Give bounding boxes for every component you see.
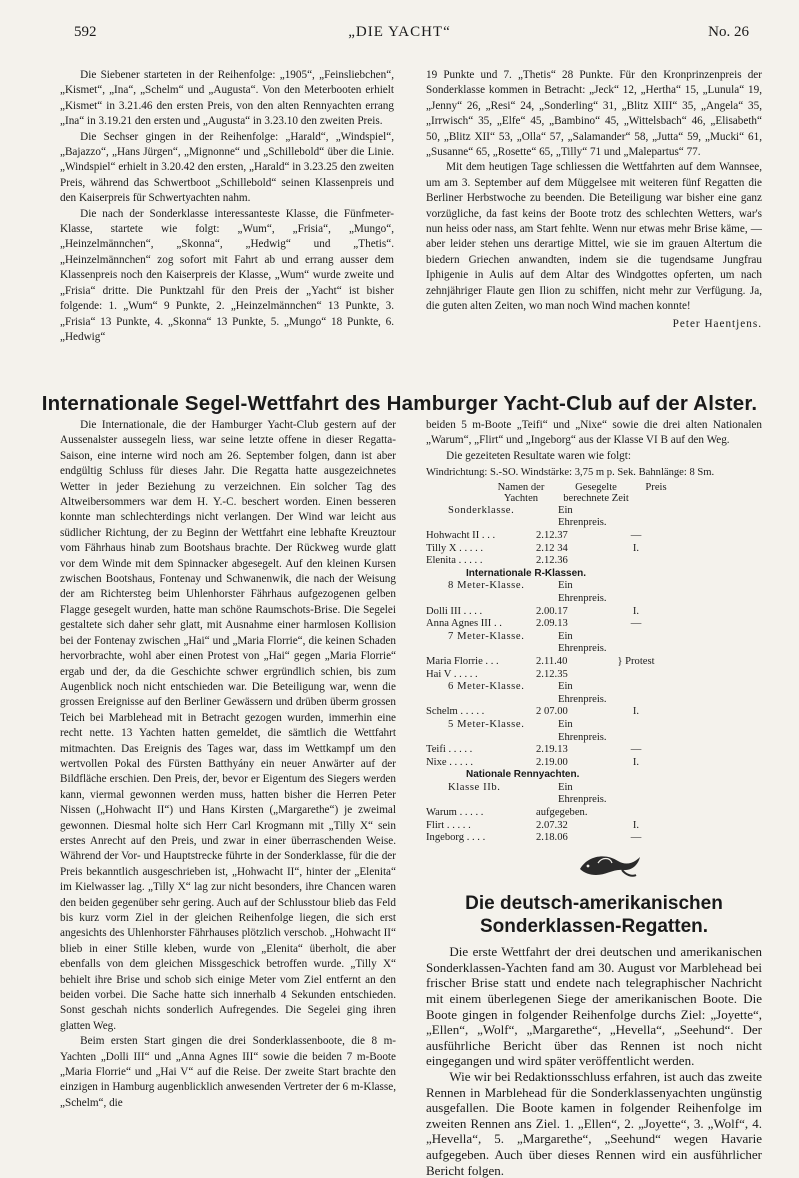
bottom-right-column: [426, 418, 762, 1178]
subarticle-title-line-1: Die deutsch-amerikanischen: [465, 893, 723, 915]
col-names-header: Namen der Yachten: [497, 481, 545, 505]
yacht-time: aufgegeben.: [536, 807, 588, 819]
paragraph: Die nach der Sonderklasse interessanteste Klasse, die Fünfmeter-Klasse, startete wie folgt: „Wum“, „Frisia“, „Mungo“, „Heinzelmännchen“, „Skonna“, „Hedwig“ und „Thetis“. „Heinzelmännchen“ zog sofort mit Fahrt ab und errang ausser dem Klassenpreis noch den Kaiserpreis der Klasse, „Wum“ wurde zweite und „Frisia“ dritte. Die Punktzahl für den Preis der „Yacht“ ist bisher folgende: 1. „Wum“ 9 Punkte, 2. „Heinzelmännchen“ 13 Punkte, 3. „Frisia“ 13 Punkte, 4. „Skonna“ 13 Punkte, 5. „Mungo“ 18 Punkte, 6. „Hedwig“: [60, 207, 394, 343]
yacht-name: Teifi . . . . .: [426, 744, 473, 756]
yacht-time: 2.12 34: [536, 542, 568, 554]
result-section-heading: [426, 769, 762, 782]
yacht-time: 2.07.32: [536, 819, 568, 831]
section-label: Internationale R-Klassen.: [466, 567, 587, 579]
results-table: [426, 467, 762, 845]
result-row: [426, 807, 762, 820]
yacht-prize: [596, 669, 676, 682]
yacht-prize: I.: [632, 819, 640, 831]
paragraph: Die Sechser gingen in der Reihenfolge: „Harald“, „Windspiel“, „Bajazzo“, „Hans Jürgen“, „Mignonne“ und „Schillebold“ über die Linie. „Windspiel“ erhielt in 3.20.42 den ersten, „Harald“ in 3.23.25 den zweiten Preis, während das Schwertboot „Schillebold“ seinen Klassenpreis und den Kaiserpreis für Schwertyachten nahm.: [60, 130, 394, 205]
result-row: [426, 757, 762, 770]
result-row: [426, 618, 762, 631]
yacht-prize: —: [630, 530, 642, 541]
result-class-heading: [426, 631, 762, 656]
paragraph: Beim ersten Start gingen die drei Sonderklassenboote, die 8 m-Yachten „Dolli III“ und „Anna Agnes III“ sowie die beiden 7 m-Boote „Maria Florrie“ und „Hai V“ auf die Reise. Der zweite Start brachte den einzigen in Hamburg augenblicklich anwesenden Vertreter der 6 m-Klasse, „Schelm“, die: [60, 1035, 396, 1109]
author-signature: Peter Haentjens.: [672, 317, 762, 330]
yacht-name: Hohwacht II . . .: [426, 530, 496, 541]
page-number: 592: [74, 24, 97, 40]
journal-title: „DIE YACHT“: [348, 24, 451, 40]
result-row: [426, 744, 762, 757]
col-prize-header: Preis: [645, 481, 667, 493]
yacht-prize: I.: [632, 706, 640, 718]
class-prize-note: Ein Ehrenpreis.: [558, 580, 607, 604]
bottom-left-column: [60, 418, 396, 1111]
subarticle-body: [426, 944, 762, 1178]
yacht-prize: —: [630, 618, 642, 630]
yacht-name: Flirt . . . . .: [426, 819, 471, 831]
yacht-prize: —: [630, 832, 642, 844]
paragraph: beiden 5 m-Boote „Teifi“ und „Nixe“ sowie die drei alten Nationalen „Warum“, „Flirt“ und „Ingeborg“ aus der Klasse VI B auf den Weg.: [426, 419, 762, 447]
result-row: [426, 656, 762, 669]
result-row: [426, 706, 762, 719]
top-right-column: [426, 68, 762, 332]
yacht-prize: I.: [632, 756, 640, 768]
class-prize-note: Ein Ehrenpreis.: [558, 630, 607, 655]
yacht-time: 2.12.36: [536, 555, 568, 567]
yacht-name: Anna Agnes III . .: [426, 618, 502, 630]
yacht-time: 2.19.13: [536, 744, 568, 756]
results-intro: Die gezeiteten Resultate waren wie folgt:: [446, 449, 631, 462]
paragraph: Wie wir bei Redaktionsschluss erfahren, ist auch das zweite Rennen in Marblehead für die Sonderklassenyachten ungünstig ausgefallen. Die Boote kamen in folgender Reihenfolge im zweiten Rennen ans Ziel. 1. „Ellen“, 2. „Joyette“, 3. „Wolf“, 4. „Hevella“, 5. „Margarethe“, „Seehund“ wegen Havarie aufgegeben. Auch über dieses Rennen wird ein ausführlicher Bericht folgen.: [426, 1069, 762, 1178]
yacht-name: Warum . . . . .: [426, 807, 484, 819]
article-title: Internationale Segel-Wettfahrt des Hamburger Yacht-Club auf der Alster.: [41, 392, 758, 415]
yacht-time: 2.12.37: [536, 530, 568, 541]
col-time-header: Gesegelte berechnete Zeit: [563, 481, 629, 505]
yacht-time: 2.19.00: [536, 756, 568, 768]
class-label: 8 Meter-Klasse.: [448, 580, 525, 592]
result-row: [426, 606, 762, 619]
yacht-prize: I.: [632, 542, 640, 554]
yacht-time: 2.11.40: [536, 655, 568, 667]
dolphin-ornament-icon: [576, 851, 646, 879]
yacht-prize: [596, 807, 676, 820]
paragraph: Die erste Wettfahrt der drei deutschen und amerikanischen Sonderklassen-Yachten fand am 30. August vor Marblehead bei frischer Brise statt und endete nach telegraphischer Nachricht mit einem überlegenen Siege der amerikanischen Boote. Die Boote gingen in folgender Reihenfolge durchs Ziel: „Joyette“, „Ellen“, „Wolf“, „Margarethe“, „Hevella“, „Seehund“. Der ausführliche Bericht über das Rennen ist noch nicht eingegangen und wird später veröffentlicht werden.: [426, 944, 762, 1069]
paragraph: Die Siebener starteten in der Reihenfolge: „1905“, „Feinsliebchen“, „Kismet“, „Ina“, „Schelm“ und „Augusta“. Von den Meterbooten erhielt „Kismet“ in 3.21.46 den ersten Preis, von den alten Rennyachten errang „Ina“ in 3.19.21 den ersten und „Augusta“ in 3.23.10 den zweiten Preis.: [60, 69, 394, 128]
section-label: Nationale Rennyachten.: [466, 769, 580, 781]
yacht-time: 2.12.35: [536, 668, 568, 680]
yacht-time: 2.09.13: [536, 618, 568, 630]
top-left-column: [60, 68, 394, 345]
yacht-name: Dolli III . . . .: [426, 605, 483, 617]
subarticle-title: [426, 892, 762, 938]
yacht-name: Tilly X . . . . .: [426, 542, 484, 554]
race-conditions: Windrichtung: S.-SO. Windstärke: 3,75 m p. Sek. Bahnlänge: 8 Sm.: [426, 467, 715, 479]
issue-number: No. 26: [708, 24, 749, 40]
result-class-heading: [426, 505, 762, 530]
result-row: [426, 669, 762, 682]
result-row: [426, 530, 762, 543]
yacht-prize: —: [630, 744, 642, 756]
yacht-prize: I.: [632, 605, 640, 617]
result-row: [426, 543, 762, 556]
result-section-heading: [426, 568, 762, 581]
yacht-name: Ingeborg . . . .: [426, 832, 486, 844]
result-row: [426, 555, 762, 568]
class-label: 6 Meter-Klasse.: [448, 681, 525, 693]
yacht-name: Nixe . . . . .: [426, 756, 474, 768]
paragraph: 19 Punkte und 7. „Thetis“ 28 Punkte. Für den Kronprinzenpreis der Sonderklasse kommen in Betracht: „Jeck“ 12, „Hertha“ 15, „Lunula“ 19, „Jenny“ 26, „Resi“ 24, „Sonderling“ 31, „Blitz XIII“ 35, „Angela“ 35, „Irrwisch“ 35, „Elfe“ 45, „Bambino“ 45, „Wittelsbach“ 46, „Elisabeth“ 50, „Blitz XII“ 53, „Olla“ 57, „Salamander“ 58, „Jutta“ 59, „Mucki“ 61, „Susanne“ 65, „Rosette“ 65, „Tilly“ 71 und „Malepartus“ 77.: [426, 69, 762, 159]
yacht-name: Maria Florrie . . .: [426, 655, 499, 667]
class-label: Klasse IIb.: [448, 781, 501, 793]
class-prize-note: Ein Ehrenpreis.: [558, 781, 607, 806]
paragraph: Die Internationale, die der Hamburger Yacht-Club gestern auf der Aussenalster aussegeln liess, war seine letzte offene in dieser Regatta-Saison, eine interne wird noch am 26. September folgen, dann ist aber endgültig Schluss für dieses Jahr. Die Regatta hatte ausgezeichnetes Wetter in jeder Beziehung zu verzeichnen. Ein solcher Tag des Altweibersommers war dem H. Y.-C. beschert worden. Einen besseren konnte man schlechterdings nicht verlangen. Der Wind war leicht aus südlicher Richtung, der zu Beginn der Wettfahrt eine lebhafte Kreuztour vom Fährhaus hinab zum Bootshaus brachte. Der Rückweg wurde glatt vor dem Winde mit dem Spinnacker abgesegelt. Auf den kleinen Kursen zwischen Bootshaus, Fontenay und Schwanenwik, die nach der Weisung der am Richtersteg beim Uhlenhorster Fährhaus aufgezogenen gelben Flagge gesegelt wurden, hatte man schöne Raumschots-Brise. Die Segelei gestaltete sich daher sehr glatt, mit Ausnahme einer harmlosen Kollision bei der Fontenay zwischen „Hai“ und „Maria Florrie“, die keinen Schaden hervorbrachte, wohl aber einen Protest von „Hai“ gegen „Maria Florrie“ ergab und der, da die Geschichte schwer ergründlich schien, bis zum Augenblick noch nicht entschieden war. Die Beteiligung war, wenn die grossen Ereignisse auf den Berliner Gewässern und drüben überm grossen Teich bei Marblehead mit in Betracht gezogen wurden, immerhin eine recht nette. 13 Yachten hatten gemeldet, die sämtlich die Wettfahrt mitmachten. Das Ereignis des Tages war, dass im Wettkampf um den wertvollen Pokal des Fürsten Batthyány ein neuer Anwärter auf der Bildfläche erschien. Den Preis, der, bevor er Eigentum des Siegers werden kann, viermal gewonnen werden muss, hatten bisher die Herren Peter Nissen („Hohwacht II“) und Hans Kirsten („Margarethe“) je zweimal gewonnen. Diesmal holte sich Herr Carl Krogmann mit „Tilly X“ sein erstes Anrecht auf den Preis, und zwar in einer überraschenden Weise. Während der Vor- und Hauptstrecke führte in der Sonderklasse, für die der Preis bekanntlich ausgeschrieben ist, „Hohwacht II“, hinter der „Elenita“ im Kielwasser lag. „Tilly X“ lag zur nicht besonders, ihre Chancen waren den beiden gegenüber sehr gering. Auch auf der Schlusstour blieb das Feld bis kurz vorm Ziel in der gleichen Reihenfolge liegen, die sich erst angesichts des Uhlenhorster Fährhauses plötzlich verschob. „Hohwacht II“ blieb in einer Stille kleben, wurde von „Elenita“ überholt, die aber ebenfalls von dem gleichen Missgeschick betroffen wurde. „Tilly X“ behielt ihre Brise und schob sich einige Meter vom Ziel entfernt an den beiden vorbei. Die Sache hatte sich innerhalb 4 Sekunden entschieden. Sonst geschah nichts sonderlich Aufregendes. Die Segelei ging ihren glatten Weg.: [60, 419, 396, 1032]
yacht-time: 2 07.00: [536, 706, 568, 718]
class-label: 7 Meter-Klasse.: [448, 630, 525, 642]
yacht-prize: } Protest: [617, 655, 655, 667]
yacht-name: Hai V . . . . .: [426, 668, 478, 680]
result-row: [426, 820, 762, 833]
yacht-name: Elenita . . . . .: [426, 555, 483, 567]
yacht-name: Schelm . . . . .: [426, 706, 485, 718]
class-label: Sonderklasse.: [448, 504, 515, 516]
yacht-time: 2.00.17: [536, 605, 568, 617]
results-header: [486, 482, 762, 505]
paragraph: Mit dem heutigen Tage schliessen die Wettfahrten auf dem Wannsee, um am 3. September auf dem Müggelsee mit weiteren fünf Regatten die Berliner Herbstwoche zu beenden. Die Beteiligung war bisher eine ganz vorzügliche, da fast keins der Boote trotz des schlechten Wetters, war's nun heiss oder nass, am Start fehlte. Wenn nur etwas mehr Brise käme, — aber leider stehen uns derartige Mittel, wie sie im grauen Altertum die biedern Griechen anwandten, indem sie die tugendsame Jungfrau Iphigenie in Aulis auf dem Altar des Windgottes opferten, um nach zehnjähriger Flaute gen Ilion zu schiffen, nicht mehr zur Verfügung. Ja, die guten alten Zeiten, wo man noch Wind machen konnte!: [426, 161, 762, 313]
results-rows: [426, 505, 762, 845]
class-label: 5 Meter-Klasse.: [448, 718, 525, 730]
class-prize-note: Ein Ehrenpreis.: [558, 504, 607, 529]
yacht-time: 2.18.06: [536, 832, 568, 844]
result-class-heading: [426, 782, 762, 807]
result-class-heading: [426, 719, 762, 744]
class-prize-note: Ein Ehrenpreis.: [558, 718, 607, 743]
result-class-heading: [426, 681, 762, 706]
class-prize-note: Ein Ehrenpreis.: [558, 681, 607, 705]
result-class-heading: [426, 580, 762, 605]
subarticle-title-line-2: Sonderklassen-Regatten.: [479, 916, 709, 938]
result-row: [426, 832, 762, 845]
yacht-prize: [596, 555, 676, 568]
